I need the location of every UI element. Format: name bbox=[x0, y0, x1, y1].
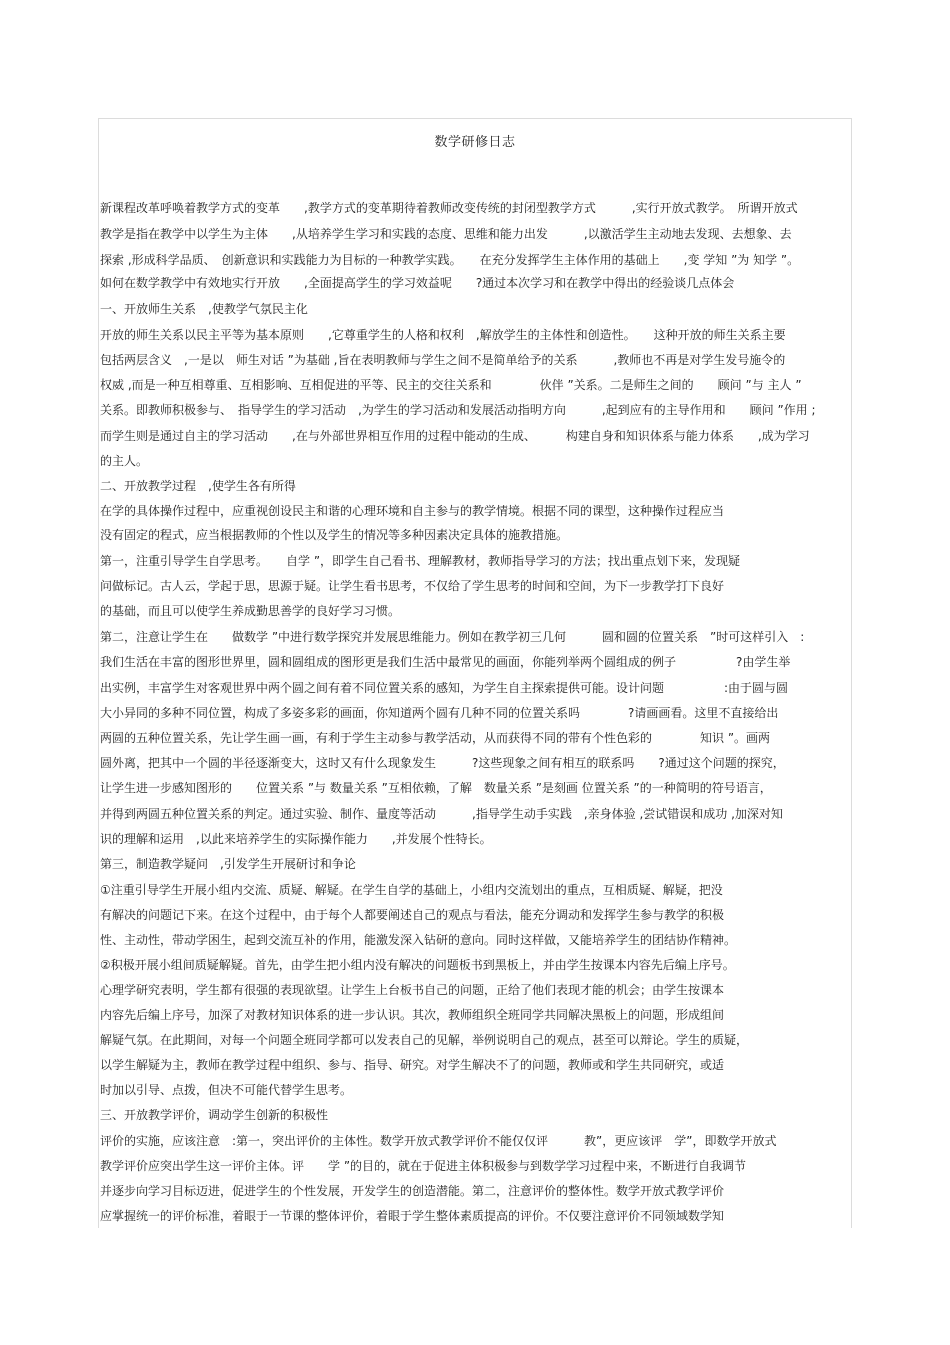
text-line: 教学是指在教学中以学生为主体 ,从培养学生学习和实践的态度、思维和能力出发 ,以激活学生主动地去发现、去想象、去 bbox=[100, 227, 792, 241]
text-line: 并得到两圆五种位置关系的判定。通过实验、制作、量度等活动 ,指导学生动手实践 ,亲身体验 ,尝试错误和成功 ,加深对知 bbox=[100, 807, 783, 821]
text-line: 我们生活在丰富的图形世界里，圆和圆组成的图形更是我们生活中最常见的画面，你能列举两个圆组成的例子 ?由学生举 bbox=[100, 655, 791, 669]
text-line: 圆外离，把其中一个圆的半径逐渐变大，这时又有什么现象发生 ?这些现象之间有相互的联系吗 ?通过这个问题的探究， bbox=[100, 756, 785, 770]
text-line: 包括两层含义 ,一是以 师生对话 ”为基础 ,旨在表明教师与学生之间不是简单给予的关系 ,教师也不再是对学生发号施令的 bbox=[100, 353, 786, 367]
text-line: 关系。即教师积极参与、 指导学生的学习活动 ,为学生的学习活动和发展活动指明方向 ,起到应有的主导作用和 顾问 ”作用 ; bbox=[100, 403, 816, 417]
section-heading: 二、开放教学过程 ,使学生各有所得 bbox=[100, 479, 296, 493]
text-line: 第二，注意让学生在 做数学 ”中进行数学探究并发展思维能力。例如在教学初三几何 圆和圆的位置关系 ”时可这样引入 : bbox=[100, 630, 805, 644]
text-line: 时加以引导、点拨，但决不可能代替学生思考。 bbox=[100, 1083, 353, 1097]
text-line: ①注重引导学生开展小组内交流、质疑、解疑。在学生自学的基础上，小组内交流划出的重点，互相质疑、解疑，把没 bbox=[100, 883, 723, 897]
text-line: 评价的实施，应该注意 :第一，突出评价的主体性。数学开放式教学评价不能仅仅评 教”，更应该评 学”，即数学开放式 bbox=[100, 1134, 777, 1148]
text-line: 有解决的问题记下来。在这个过程中，由于每个人都要阐述自己的观点与看法，能充分调动和发挥学生参与教学的积极 bbox=[100, 908, 725, 922]
text-line: 探索 ,形成科学品质、 创新意识和实践能力为目标的一种教学实践。 在充分发挥学生主体作用的基础上 ,变 学知 ”为 知学 ”。 bbox=[100, 253, 800, 267]
text-line: 而学生则是通过自主的学习活动 ,在与外部世界相互作用的过程中能动的生成、 构建自身和知识体系与能力体系 ,成为学习 bbox=[100, 429, 810, 443]
text-line: 问做标记。古人云，学起于思，思源于疑。让学生看书思考，不仅给了学生思考的时间和空间，为下一步教学打下良好 bbox=[100, 579, 725, 593]
text-line: 的主人。 bbox=[100, 454, 149, 468]
section-heading: 一、开放师生关系 ,使教学气氛民主化 bbox=[100, 302, 308, 316]
text-line: 性、主动性，带动学困生，起到交流互补的作用，能激发深入钻研的意向。同时这样做，又能培养学生的团结协作精神。 bbox=[100, 933, 737, 947]
text-line: 新课程改革呼唤着教学方式的变革 ,教学方式的变革期待着教师改变传统的封闭型教学方式 ,实行开放式教学。 所谓开放式 bbox=[100, 201, 798, 215]
text-line: 让学生进一步感知图形的 位置关系 ”与 数量关系 ”互相依赖，了解 数量关系 ”是刻画 位置关系 ”的一种简明的符号语言， bbox=[100, 781, 772, 795]
text-line: 并逐步向学习目标迈进，促进学生的个性发展，开发学生的创造潜能。第二，注意评价的整体性。数学开放式教学评价 bbox=[100, 1184, 725, 1198]
text-line: 心理学研究表明，学生都有很强的表现欲望。让学生上台板书自己的问题，正给了他们表现才能的机会；由学生按课本 bbox=[100, 983, 725, 997]
text-line: 第一，注重引导学生自学思考。 自学 ”，即学生自己看书、理解教材，教师指导学习的方法；找出重点划下来，发现疑 bbox=[100, 554, 741, 568]
text-line: 两圆的五种位置关系，先让学生画一画，有利于学生主动参与教学活动，从而获得不同的带有个性色彩的 知识 ”。画两 bbox=[100, 731, 771, 745]
section-heading: 三、开放教学评价，调动学生创新的积极性 bbox=[100, 1108, 329, 1122]
text-line: 解疑气氛。在此期间，对每一个问题全班同学都可以发表自己的见解，举例说明自己的观点，甚至可以辩论。学生的质疑， bbox=[100, 1033, 749, 1047]
text-line: 出实例，丰富学生对客观世界中两个圆之间有着不同位置关系的感知，为学生自主探索提供可能。设计问题 :由于圆与圆 bbox=[100, 681, 789, 695]
text-line: 的基础，而且可以使学生养成勤思善学的良好学习习惯。 bbox=[100, 604, 401, 618]
text-line: 如何在数学教学中有效地实行开放 ,全面提高学生的学习效益呢 ?通过本次学习和在教学中得出的经验谈几点体会 bbox=[100, 276, 735, 290]
text-line: 内容先后编上序号，加深了对教材知识体系的进一步认识。其次，教师组织全班同学共同解决黑板上的问题，形成组间 bbox=[100, 1008, 725, 1022]
section-heading: 第三，制造教学疑问 ,引发学生开展研讨和争论 bbox=[100, 857, 356, 871]
page-frame-left bbox=[98, 118, 99, 1228]
text-line: 应掌握统一的评价标准，着眼于一节课的整体评价，着眼于学生整体素质提高的评价。不仅要注意评价不同领域数学知 bbox=[100, 1209, 725, 1223]
text-line: 以学生解疑为主，教师在教学过程中组织、参与、指导、研究。对学生解决不了的问题，教师或和学生共同研究，或适 bbox=[100, 1058, 725, 1072]
text-line: 在学的具体操作过程中，应重视创设民主和谐的心理环境和自主参与的教学情境。根据不同的课型，这种操作过程应当 bbox=[100, 504, 725, 518]
text-line: 识的理解和运用 ,以此来培养学生的实际操作能力 ,并发展个性特长。 bbox=[100, 832, 492, 846]
page-frame-right bbox=[851, 118, 852, 1228]
text-line: 开放的师生关系以民主平等为基本原则 ,它尊重学生的人格和权利 ,解放学生的主体性和创造性。 这种开放的师生关系主要 bbox=[100, 328, 786, 342]
text-line: ②积极开展小组间质疑解疑。首先，由学生把小组内没有解决的问题板书到黑板上，并由学生按课本内容先后编上序号。 bbox=[100, 958, 735, 972]
text-line: 没有固定的程式，应当根据教师的个性以及学生的情况等多种因素决定具体的施教措施。 bbox=[100, 528, 569, 542]
text-line: 大小异同的多种不同位置，构成了多姿多彩的画面，你知道两个圆有几种不同的位置关系吗 ?请画画看。这里不直接给出 bbox=[100, 706, 779, 720]
document-title: 数学研修日志 bbox=[434, 135, 516, 150]
page-frame-top bbox=[98, 118, 852, 119]
text-line: 教学评价应突出学生这一评价主体。评 学 ”的目的，就在于促进主体积极参与到数学学习过程中来，不断进行自我调节 bbox=[100, 1159, 747, 1173]
text-line: 权威 ,而是一种互相尊重、互相影响、互相促进的平等、民主的交往关系和 伙伴 ”关系。二是师生之间的 顾问 ”与 主人 ” bbox=[100, 378, 802, 392]
